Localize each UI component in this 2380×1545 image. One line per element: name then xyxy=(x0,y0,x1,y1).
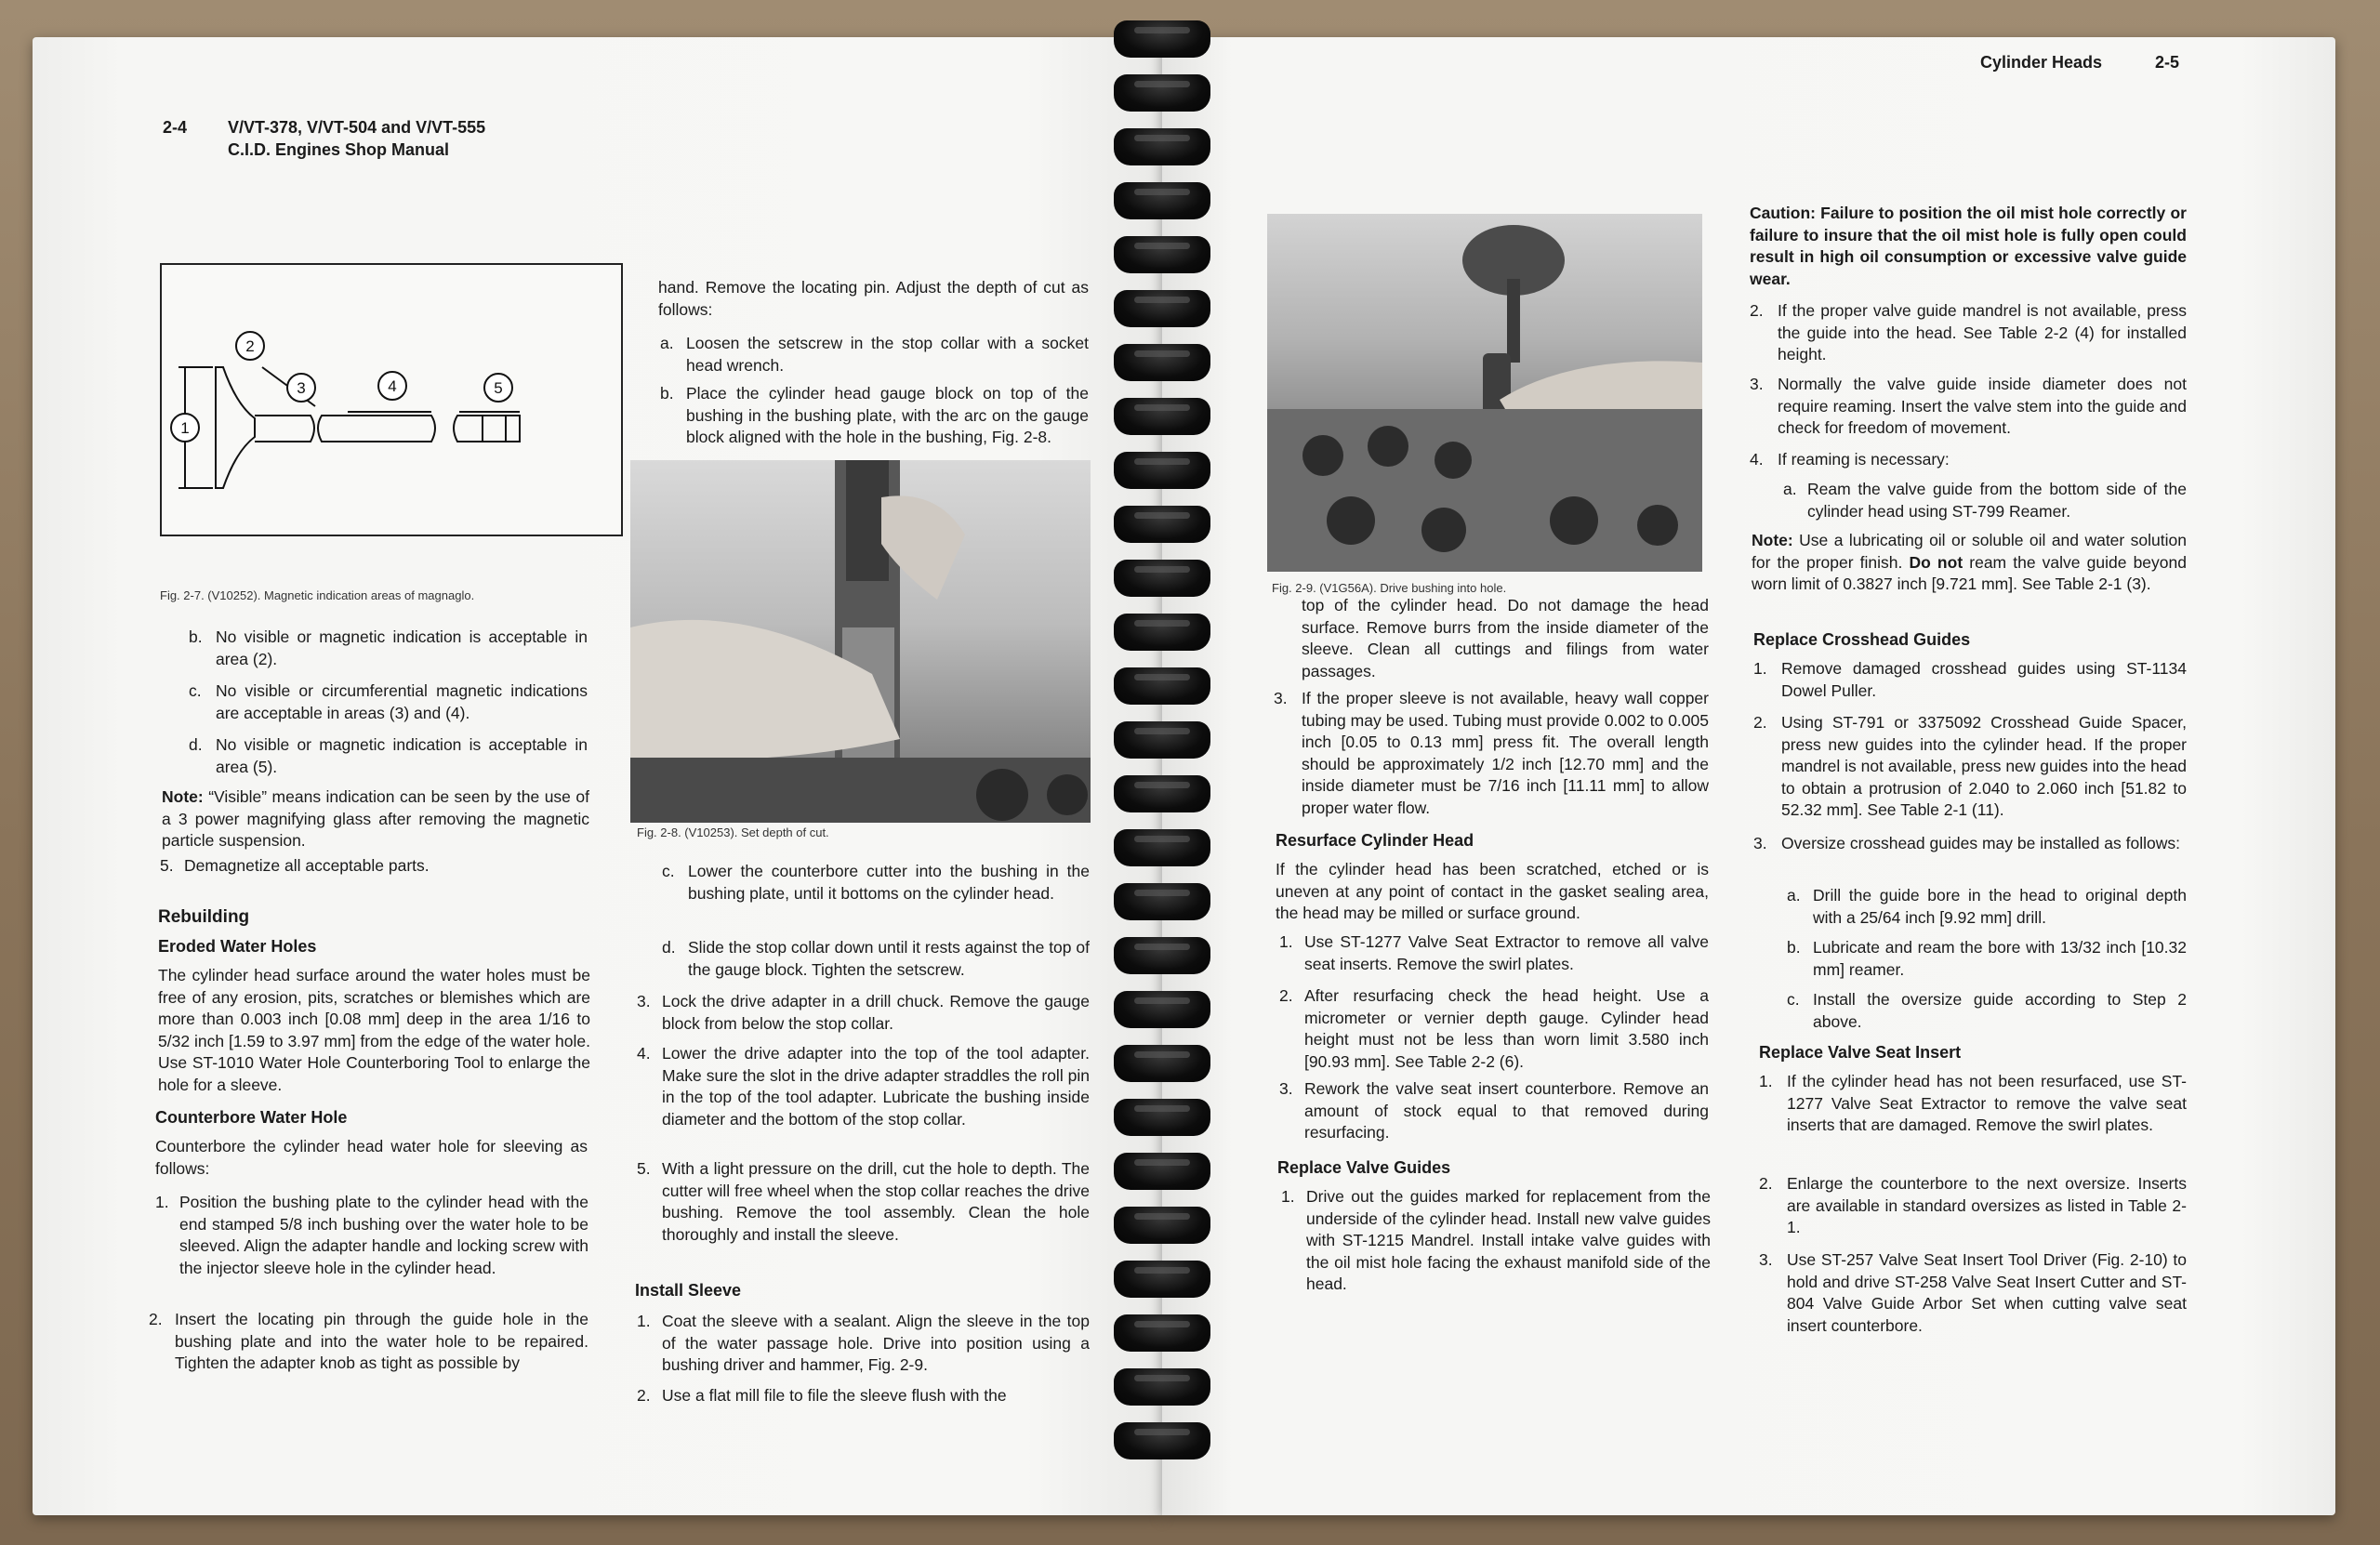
list-c-text: No visible or circumferential magnetic indications are acceptable in areas (3) and (4). xyxy=(216,681,588,722)
eroded-water-holes-heading: Eroded Water Holes xyxy=(158,937,317,956)
cb-step2-marker: 2. xyxy=(149,1310,163,1328)
rg-step1-text: Drive out the guides marked for replacement from the underside of the cylinder head. Install new valve guides with ST-1215 Mandrel. Install intake valve guides with the oil mist hole facing the exhaust manifold side of the head. xyxy=(1306,1187,1711,1293)
spiral-coil xyxy=(1114,560,1210,597)
list-d-marker: d. xyxy=(189,735,203,754)
resurface-text: If the cylinder head has been scratched, etched or is uneven at any point of contact in the gasket sealing area, the head may be milled or surface ground. xyxy=(1276,860,1709,922)
col2-step5-text: With a light pressure on the drill, cut the hole to depth. The cutter will free wheel when the stop collar reaches the drive bushing. Remove the tool assembly. Clean the hole thoroughly and install the sleeve. xyxy=(662,1159,1090,1244)
spiral-coil xyxy=(1114,1045,1210,1082)
col2-c-marker: c. xyxy=(662,862,675,880)
spiral-coil xyxy=(1114,1261,1210,1298)
list-b-marker: b. xyxy=(189,627,203,646)
spiral-coil xyxy=(1114,829,1210,866)
callout-3-label: 3 xyxy=(297,379,306,397)
spiral-coil xyxy=(1114,506,1210,543)
col2-c-text: Lower the counterbore cutter into the bushing in the bushing plate, until it bottoms on the cylinder head. xyxy=(688,862,1090,903)
col2-b-text: Place the cylinder head gauge block on top of the bushing in the bushing plate, with the arc on the gauge block aligned with the hole in the bushing, Fig. 2-8. xyxy=(686,384,1089,446)
col2-a-text: Loosen the setscrew in the stop collar with a socket head wrench. xyxy=(686,334,1089,375)
cylinder-head-photo-svg xyxy=(1267,214,1702,572)
rebuilding-heading: Rebuilding xyxy=(158,907,250,927)
list-b-text: No visible or magnetic indication is acceptable in area (2). xyxy=(216,627,588,668)
col2-b-marker: b. xyxy=(660,384,674,403)
ch-step3-text: Oversize crosshead guides may be installed as follows: xyxy=(1781,834,2180,852)
cylinder-head-photo-fig-29 xyxy=(1267,214,1702,572)
rs-step2-marker: 2. xyxy=(1279,986,1293,1005)
right-page xyxy=(1162,37,2335,1515)
c2-step3-text: Normally the valve guide inside diameter does not require reaming. Insert the valve stem into the guide and check for freedom of movement. xyxy=(1778,375,2187,437)
note-paragraph xyxy=(162,786,589,852)
spiral-coil xyxy=(1114,775,1210,812)
col2-intro: hand. Remove the locating pin. Adjust the depth of cut as follows: xyxy=(658,278,1089,319)
right-section-title: Cylinder Heads xyxy=(1980,53,2103,72)
step5-marker: 5. xyxy=(160,856,174,875)
fig-29-caption: Fig. 2-9. (V1G56A). Drive bushing into hole. xyxy=(1272,581,1507,595)
spiral-coil xyxy=(1114,721,1210,759)
col2-step4-marker: 4. xyxy=(637,1044,651,1063)
note2-text-b: ream the valve guide beyond worn limit of 0.3827 inch [9.721 mm]. See Table 2-1 (3). xyxy=(1752,552,2187,593)
note-label: Note: xyxy=(162,787,204,806)
col2-a-marker: a. xyxy=(660,334,674,352)
install-sleeve-heading: Install Sleeve xyxy=(635,1281,742,1300)
note2-bold: Do not xyxy=(1909,552,1964,572)
step5-text: Demagnetize all acceptable parts. xyxy=(184,856,430,875)
cb-step1-text: Position the bushing plate to the cylinder head with the end stamped 5/8 inch bushing over the water hole to be sleeved. Align the adapter handle and locking screw with the injector sleeve hole in the cylinder head. xyxy=(179,1193,588,1277)
spiral-coil xyxy=(1114,128,1210,165)
spiral-coil xyxy=(1114,1368,1210,1406)
inst-step2-text: Use a flat mill file to file the sleeve flush with the xyxy=(662,1386,1007,1405)
ch-step3c-marker: c. xyxy=(1787,990,1800,1009)
spiral-coil xyxy=(1114,182,1210,219)
spiral-coil xyxy=(1114,614,1210,651)
valve-diagram-figure xyxy=(160,263,623,536)
note2-text-a: Use a lubricating oil or soluble oil and water solution for the proper finish. xyxy=(1752,531,2187,572)
left-title-line2: C.I.D. Engines Shop Manual xyxy=(228,140,450,159)
ch-step3a-marker: a. xyxy=(1787,886,1801,905)
spiral-coil xyxy=(1114,1153,1210,1190)
spiral-coil xyxy=(1114,667,1210,705)
crosshead-heading: Replace Crosshead Guides xyxy=(1753,630,1971,649)
ch-step1-marker: 1. xyxy=(1753,659,1767,678)
rg-step1-marker: 1. xyxy=(1281,1187,1295,1206)
note2-paragraph xyxy=(1752,530,2187,596)
left-page-number: 2-4 xyxy=(163,118,188,137)
list-d-text: No visible or magnetic indication is acceptable in area (5). xyxy=(216,735,588,776)
fig-27-caption: Fig. 2-7. (V10252). Magnetic indication areas of magnaglo. xyxy=(160,588,475,602)
left-title-line1: V/VT-378, V/VT-504 and V/VT-555 xyxy=(228,118,486,137)
rs-step1-text: Use ST-1277 Valve Seat Extractor to remove all valve seat inserts. Remove the swirl plates. xyxy=(1304,932,1709,973)
callout-5-label: 5 xyxy=(494,379,503,397)
col1-step3-marker: 3. xyxy=(1274,689,1288,707)
col2-step4-text: Lower the drive adapter into the top of the tool adapter. Make sure the slot in the drive adapter straddles the roll pin in the top of the tool adapter. Lubricate the bushing inside diameter and the bottom of the stop collar. xyxy=(662,1044,1090,1129)
cb-step2-text: Insert the locating pin through the guide hole in the bushing plate and into the water hole to be repaired. Tighten the adapter knob as tight as possible by xyxy=(175,1310,588,1372)
callout-4-label: 4 xyxy=(388,377,397,395)
spiral-coil xyxy=(1114,991,1210,1028)
spiral-coil xyxy=(1114,20,1210,58)
valve-diagram-svg xyxy=(162,265,621,535)
spiral-coil xyxy=(1114,74,1210,112)
inst-step2-marker: 2. xyxy=(637,1386,651,1405)
ch-step3c-text: Install the oversize guide according to Step 2 above. xyxy=(1813,990,2187,1031)
list-c-marker: c. xyxy=(189,681,202,700)
caution-text: Caution: Failure to position the oil mist hole correctly or failure to insure that the oil mist hole is fully open could result in high oil consumption or excessive valve guide wear. xyxy=(1750,204,2187,288)
rs-step2-text: After resurfacing check the head height. Use a micrometer or vernier depth gauge. Cylinder head height must not be less than worn limit 3.580 inch [90.93 mm]. See Table 2-2 (6). xyxy=(1304,986,1709,1071)
resurface-heading: Resurface Cylinder Head xyxy=(1276,831,1474,850)
spiral-coil xyxy=(1114,398,1210,435)
vs-step3-text: Use ST-257 Valve Seat Insert Tool Driver (Fig. 2-10) to hold and drive ST-258 Valve Seat Insert Cutter and ST-804 Valve Guide Arbor Set when cutting valve seat insert counterbore. xyxy=(1787,1250,2187,1335)
ch-step3b-text: Lubricate and ream the bore with 13/32 inch [10.32 mm] reamer. xyxy=(1813,938,2187,979)
ch-step1-text: Remove damaged crosshead guides using ST-1134 Dowel Puller. xyxy=(1781,659,2187,700)
spiral-binding xyxy=(1114,20,1210,1517)
spiral-coil xyxy=(1114,1422,1210,1459)
vs-step1-marker: 1. xyxy=(1759,1072,1773,1090)
c2-step4-text: If reaming is necessary: xyxy=(1778,450,1950,469)
left-page xyxy=(33,37,1162,1515)
note2-label: Note: xyxy=(1752,531,1793,549)
col2-d-marker: d. xyxy=(662,938,676,957)
c2-step4a-text: Ream the valve guide from the bottom side of the cylinder head using ST-799 Reamer. xyxy=(1807,480,2187,521)
rs-step1-marker: 1. xyxy=(1279,932,1293,951)
ch-step3b-marker: b. xyxy=(1787,938,1801,957)
rs-step3-marker: 3. xyxy=(1279,1079,1293,1098)
counterbore-text: Counterbore the cylinder head water hole for sleeving as follows: xyxy=(155,1137,588,1178)
counterbore-heading: Counterbore Water Hole xyxy=(155,1108,348,1127)
spiral-coil xyxy=(1114,1099,1210,1136)
callout-2-label: 2 xyxy=(245,337,255,355)
ch-step2-marker: 2. xyxy=(1753,713,1767,732)
spiral-coil xyxy=(1114,1207,1210,1244)
drill-photo-fig-28 xyxy=(630,460,1091,823)
ch-step3a-text: Drill the guide bore in the head to original depth with a 25/64 inch [9.92 mm] drill. xyxy=(1813,886,2187,927)
col2-step3-marker: 3. xyxy=(637,992,651,1010)
col1-step3-text: If the proper sleeve is not available, heavy wall copper tubing may be used. Tubing must provide 0.002 to 0.005 inch [0.05 to 0.13 mm] press fit. The overall length should be approximately 1/2 inch [12.70 mm] and the inside diameter must be 7/16 inch [11.11 mm] to allow proper water flow. xyxy=(1302,689,1709,817)
vs-step3-marker: 3. xyxy=(1759,1250,1773,1269)
cb-step1-marker: 1. xyxy=(155,1193,169,1211)
vs-step1-text: If the cylinder head has not been resurfaced, use ST-1277 Valve Seat Extractor to remove the valve seat inserts that are damaged. Remove the swirl plates. xyxy=(1787,1072,2187,1134)
c2-step4a-marker: a. xyxy=(1783,480,1797,498)
spiral-coil xyxy=(1114,452,1210,489)
col2-step3-text: Lock the drive adapter in a drill chuck. Remove the gauge block from below the stop collar. xyxy=(662,992,1090,1033)
col2-step5-marker: 5. xyxy=(637,1159,651,1178)
callout-1-label: 1 xyxy=(180,419,190,437)
spiral-coil xyxy=(1114,236,1210,273)
ch-step2-text: Using ST-791 or 3375092 Crosshead Guide Spacer, press new guides into the cylinder head. If the proper mandrel is not available, press new guides into the head to obtain a protrusion of 2.040 to 2.060 inch [51.82 to 52.32 mm]. See Table 2-1 (11). xyxy=(1781,713,2187,819)
spiral-coil xyxy=(1114,1314,1210,1352)
ch-step3-marker: 3. xyxy=(1753,834,1767,852)
spiral-coil xyxy=(1114,937,1210,974)
right-page-number: 2-5 xyxy=(2155,53,2180,72)
spiral-coil xyxy=(1114,290,1210,327)
c2-step2-marker: 2. xyxy=(1750,301,1764,320)
inst-step1-marker: 1. xyxy=(637,1312,651,1330)
rs-step3-text: Rework the valve seat insert counterbore. Remove an amount of stock equal to that removed during resurfacing. xyxy=(1304,1079,1709,1142)
c2-step3-marker: 3. xyxy=(1750,375,1764,393)
spiral-coil xyxy=(1114,883,1210,920)
col1-continuation: top of the cylinder head. Do not damage the head surface. Remove burrs from the inside diameter of the sleeve. Clean all cuttings and filings from water passages. xyxy=(1302,596,1709,680)
c2-step2-text: If the proper valve guide mandrel is not available, press the guide into the head. See Table 2-2 (4) for installed height. xyxy=(1778,301,2187,363)
vs-step2-text: Enlarge the counterbore to the next oversize. Inserts are available in standard oversizes as listed in Table 2-1. xyxy=(1787,1174,2187,1236)
drill-photo-svg xyxy=(630,460,1091,823)
valve-seat-heading: Replace Valve Seat Insert xyxy=(1759,1043,1962,1062)
fig-28-caption: Fig. 2-8. (V10253). Set depth of cut. xyxy=(637,825,829,839)
replace-guides-heading: Replace Valve Guides xyxy=(1277,1158,1451,1177)
eroded-water-holes-text: The cylinder head surface around the water holes must be free of any erosion, pits, scratches or blemishes which are more than 0.003 inch [0.08 mm] deep in the area 1/16 to 5/32 inch [1.59 to 3.97 mm] from the edge of the water hole. Use ST-1010 Water Hole Counterboring Tool to enlarge the hole for a sleeve. xyxy=(158,966,590,1094)
col2-d-text: Slide the stop collar down until it rests against the top of the gauge block. Tighten the setscrew. xyxy=(688,938,1090,979)
vs-step2-marker: 2. xyxy=(1759,1174,1773,1193)
c2-step4-marker: 4. xyxy=(1750,450,1764,469)
spiral-coil xyxy=(1114,344,1210,381)
note-text: “Visible” means indication can be seen by the use of a 3 power magnifying glass after removing the magnetic particle suspension. xyxy=(162,787,589,850)
inst-step1-text: Coat the sleeve with a sealant. Align the sleeve in the top of the water passage hole. Drive into position using a bushing driver and hammer, Fig. 2-9. xyxy=(662,1312,1090,1374)
